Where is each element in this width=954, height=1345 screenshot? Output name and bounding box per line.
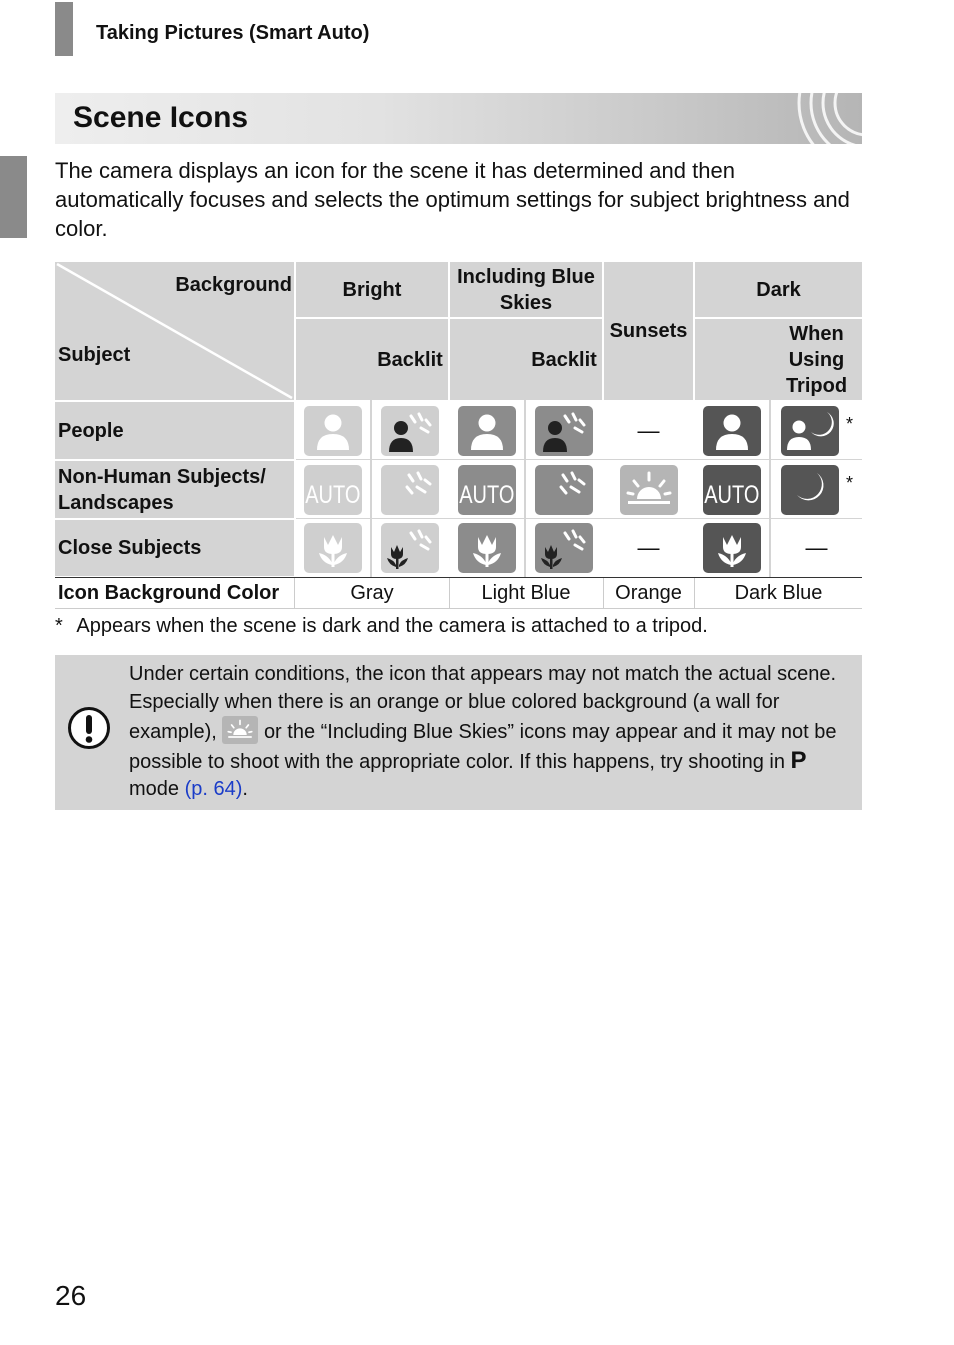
auto-light-blue-icon: [458, 465, 516, 515]
table-row-line: [296, 518, 862, 519]
corner-background-label: Background: [175, 274, 292, 296]
people-dark-blue-icon: [703, 406, 761, 456]
asterisk-marker: *: [846, 473, 854, 493]
table-divider: [448, 262, 450, 577]
subheader-bright-backlit: Backlit: [372, 319, 448, 400]
auto-dark-blue-icon: [703, 465, 761, 515]
sunset-icon: [620, 465, 678, 515]
col-header-sunsets: Sunsets: [604, 262, 693, 400]
cell-people-dark: [695, 402, 769, 459]
cell-landscape-bright: [296, 461, 370, 518]
row-header-bg-color: Icon Background Color: [55, 578, 294, 608]
banner-rings-decoration: [772, 93, 862, 144]
people-gray-icon: [304, 406, 362, 456]
footnote-marker: *: [55, 615, 63, 637]
cell-landscape-sunsets: [604, 461, 693, 518]
people-light-blue-icon: [458, 406, 516, 456]
macro-dark-blue-icon: [703, 523, 761, 573]
chapter-side-tab: [0, 156, 27, 238]
page-reference-link[interactable]: (p. 64): [184, 778, 243, 800]
table-row-line: [296, 459, 862, 460]
table-divider: [524, 319, 526, 577]
caution-text-part-4: .: [242, 778, 248, 800]
col-header-blue-skies: Including Blue Skies: [450, 262, 602, 317]
night-portrait-icon: [781, 406, 839, 456]
auto-label: AUTO: [305, 480, 361, 509]
table-divider: [449, 578, 450, 608]
caution-box: [55, 655, 862, 810]
table-divider: [769, 319, 771, 577]
cell-people-sunsets: —: [637, 417, 660, 443]
macro-gray-icon: [304, 523, 362, 573]
row-header-people: People: [55, 402, 294, 459]
row-header-landscapes: Non-Human Subjects/ Landscapes: [55, 461, 294, 518]
intro-paragraph: The camera displays an icon for the scene it has determined and then automatically focuses and selects the optimum settings for subject brightness and color.: [55, 158, 850, 241]
table-divider: [602, 262, 604, 577]
scene-icons-table: [55, 262, 862, 609]
bg-color-gray: Gray: [350, 581, 394, 604]
subheader-bright-normal: [296, 319, 370, 400]
subheader-dark-normal: [695, 319, 769, 400]
program-mode-icon: P: [790, 746, 807, 774]
header-bar: [55, 2, 73, 56]
subheader-blue-backlit: Backlit: [526, 319, 602, 400]
table-divider: [294, 578, 295, 608]
section-title: Scene Icons: [73, 101, 249, 134]
subheader-dark-tripod: When Using Tripod: [771, 319, 862, 400]
row-header-close-subjects: Close Subjects: [55, 520, 294, 576]
footnote-text: Appears when the scene is dark and the camera is attached to a tripod.: [76, 615, 708, 637]
cell-landscape-blue: [450, 461, 524, 518]
auto-gray-icon: [304, 465, 362, 515]
subheader-blue-normal: [450, 319, 524, 400]
table-divider: [694, 578, 695, 608]
caution-text-part-1: Under certain conditions, the icon that appears may not match the actual scene. Especially when there is an orange or blue colored background (a wall for example),: [129, 663, 837, 743]
table-divider: [294, 262, 296, 577]
cell-close-bright: [296, 520, 370, 576]
color-row-bottom-line: [55, 608, 862, 609]
macro-light-blue-icon: [458, 523, 516, 573]
corner-header-cell: [55, 262, 294, 400]
cell-people-bright-backlit: [372, 402, 448, 459]
header-title: Taking Pictures (Smart Auto): [96, 22, 370, 44]
table-divider: [603, 578, 604, 608]
caution-text-part-3: mode: [129, 778, 180, 800]
caution-text-part-2: or the “Including Blue Skies” icons may appear and it may not be possible to shoot with the appropriate color. If this happens, try shooting in: [129, 721, 837, 773]
auto-label: AUTO: [459, 480, 515, 509]
cell-landscape-dark: [695, 461, 769, 518]
bg-color-light-blue: Light Blue: [481, 581, 571, 604]
col-header-bright: Bright: [296, 262, 448, 317]
page-number: 26: [55, 1280, 87, 1311]
section-banner: [55, 93, 862, 144]
cell-landscape-bright-backlit: [372, 461, 448, 518]
corner-subject-label: Subject: [58, 344, 131, 366]
backlit-macro-gray-icon: [381, 523, 439, 573]
inline-sunset-icon: [222, 716, 258, 744]
cell-close-dark-tripod: —: [805, 535, 828, 560]
backlit-macro-light-blue-icon: [535, 523, 593, 573]
backlit-light-blue-icon: [535, 465, 593, 515]
backlit-gray-icon: [381, 465, 439, 515]
cell-close-sunsets: —: [637, 535, 660, 560]
cell-close-blue: [450, 520, 524, 576]
caution-text: [129, 661, 854, 804]
table-divider: [370, 319, 372, 577]
auto-label: AUTO: [704, 480, 760, 509]
backlit-people-gray-icon: [381, 406, 439, 456]
table-divider: [693, 262, 695, 577]
bg-color-orange: Orange: [615, 581, 682, 604]
night-scene-moon-icon: [781, 465, 839, 515]
cell-close-dark: [695, 520, 769, 576]
cell-people-bright: [296, 402, 370, 459]
cell-people-blue-backlit: [526, 402, 602, 459]
backlit-people-light-blue-icon: [535, 406, 593, 456]
cell-landscape-dark-tripod: [771, 461, 862, 518]
caution-exclamation-icon: [67, 706, 111, 750]
cell-close-blue-backlit: [526, 520, 602, 576]
footnote: [55, 615, 708, 638]
cell-people-blue: [450, 402, 524, 459]
cell-landscape-blue-backlit: [526, 461, 602, 518]
cell-people-dark-tripod: [771, 402, 862, 459]
cell-close-bright-backlit: [372, 520, 448, 576]
bg-color-dark-blue: Dark Blue: [734, 581, 823, 604]
col-header-dark: Dark: [695, 262, 862, 317]
asterisk-marker: *: [846, 414, 854, 434]
